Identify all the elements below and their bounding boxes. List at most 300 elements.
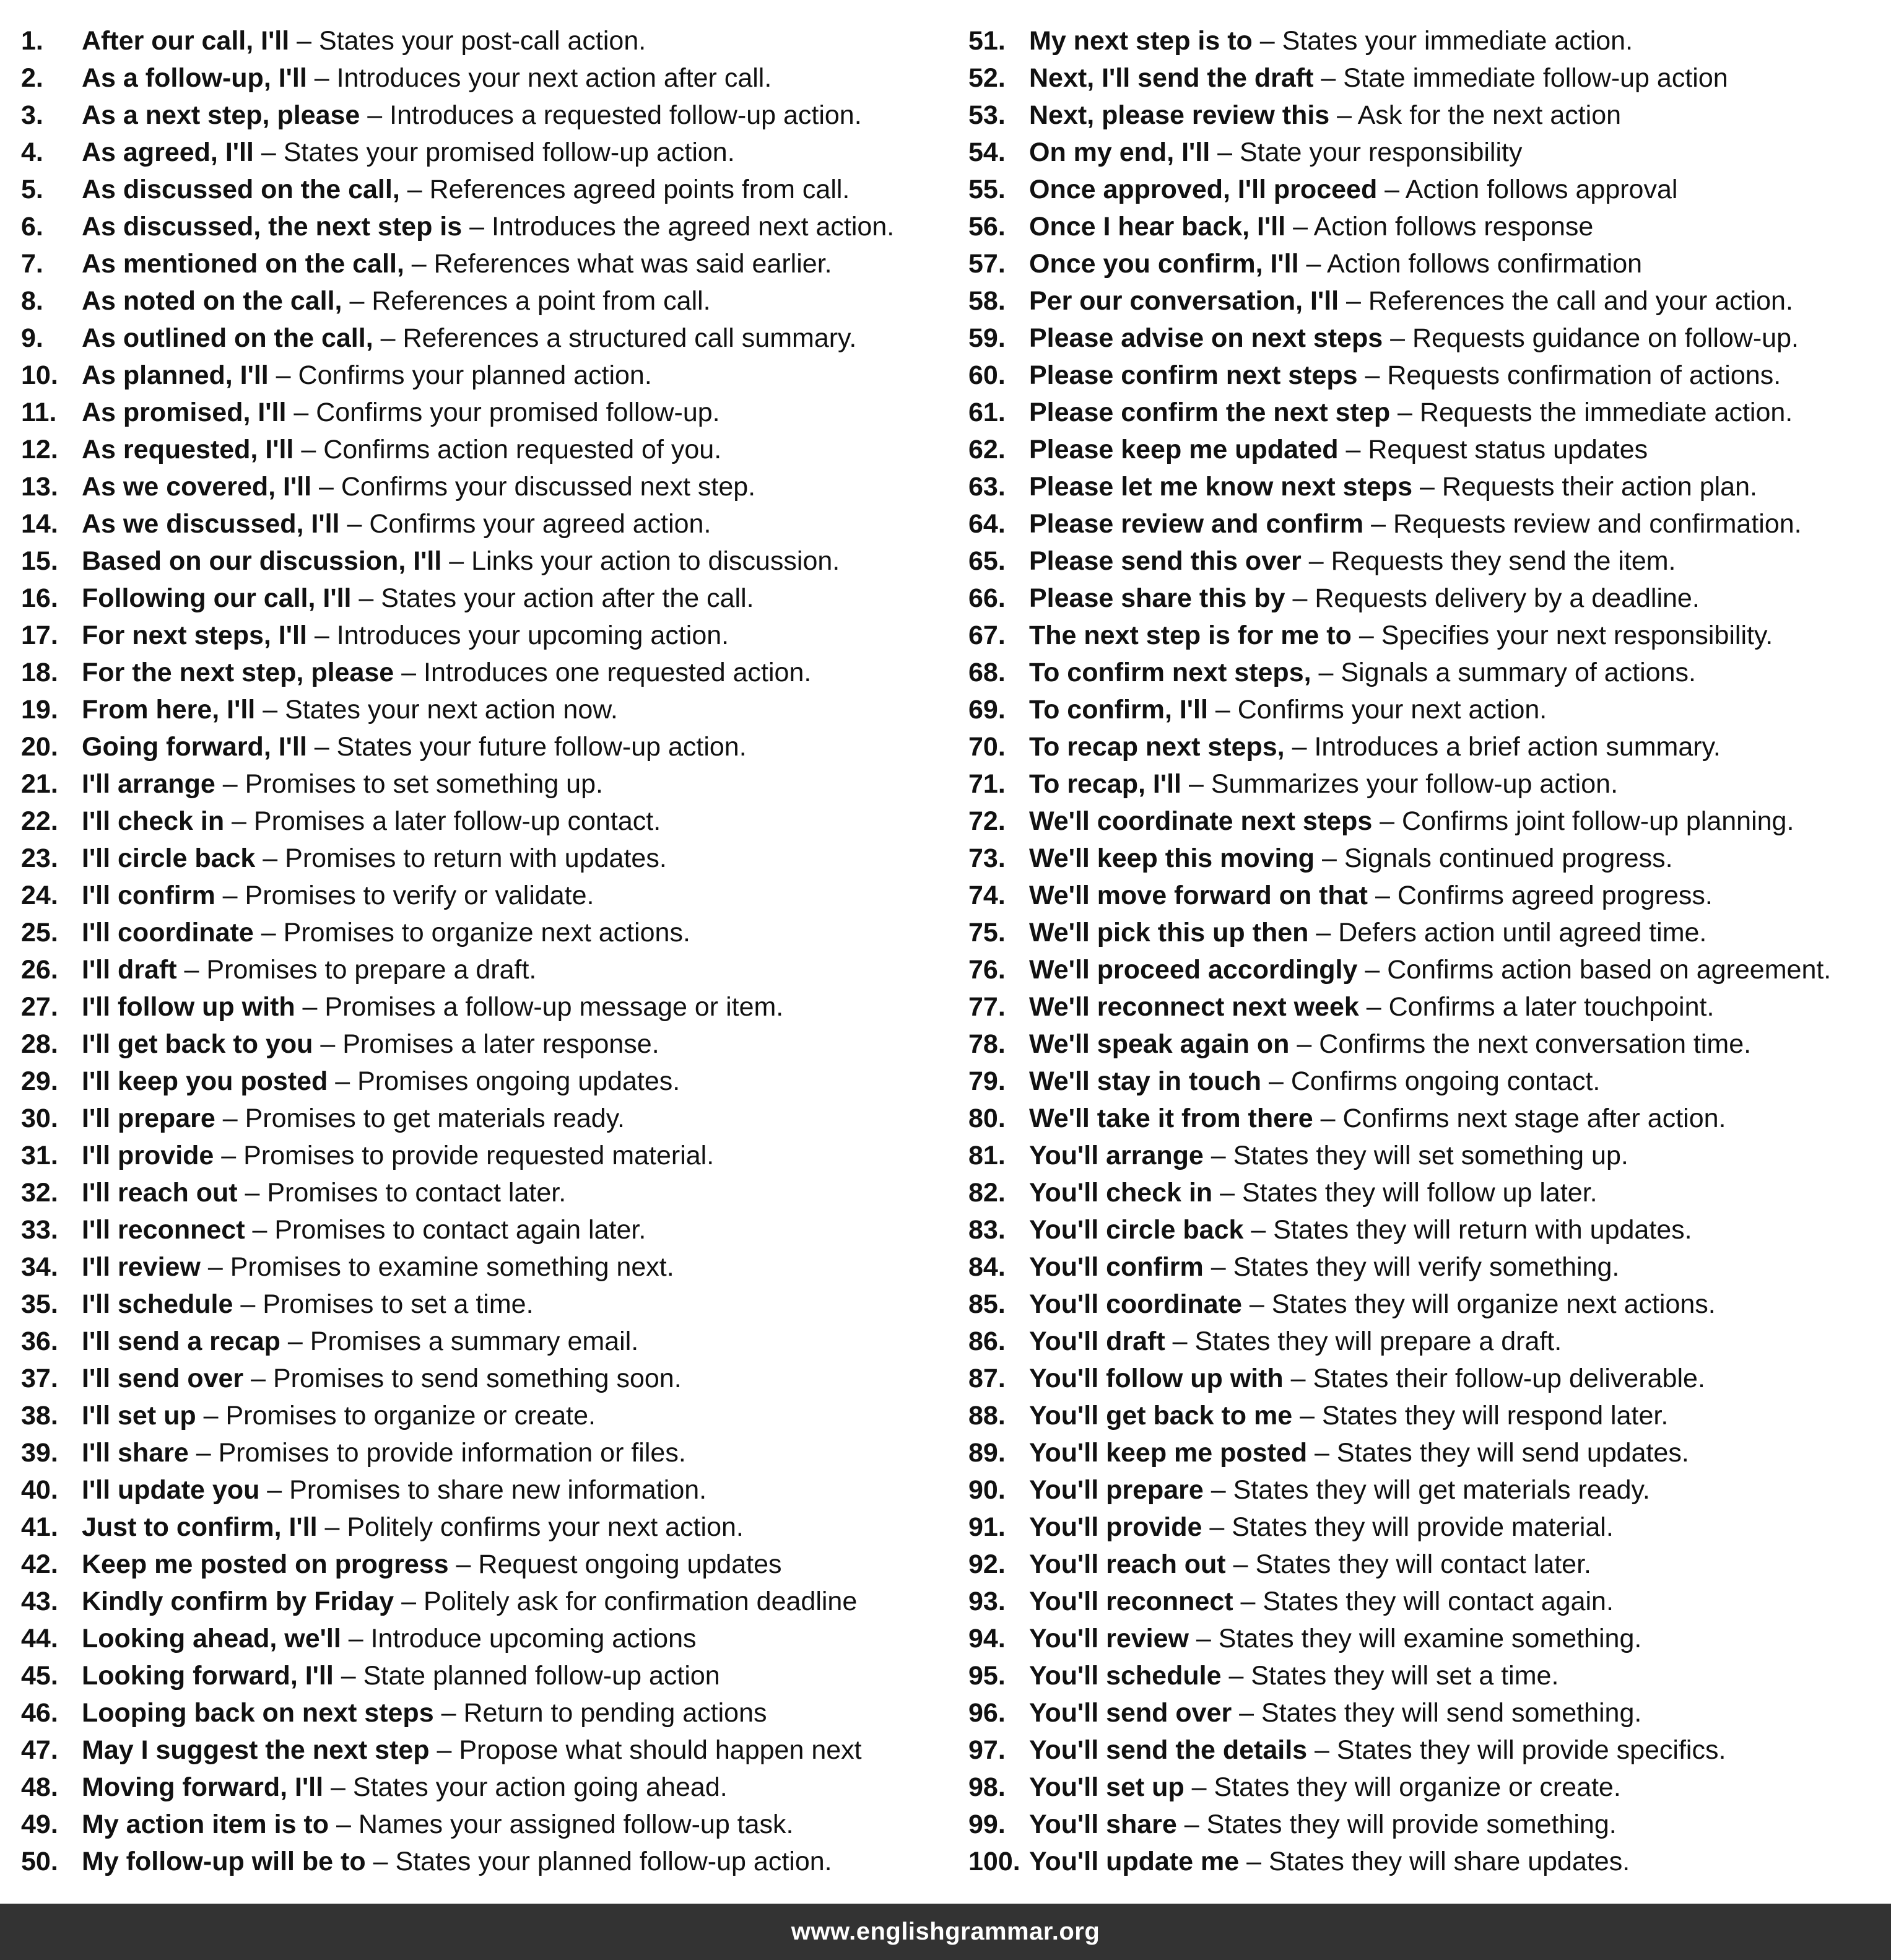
item-description: Promises a summary email. (310, 1326, 639, 1356)
item-number: 81. (968, 1141, 1006, 1170)
item-phrase: I'll check in (82, 806, 225, 836)
item-phrase: Keep me posted on progress (82, 1549, 449, 1579)
item-number: 62. (968, 435, 1006, 464)
item-separator: – (1207, 695, 1238, 725)
item-number: 59. (968, 323, 1006, 353)
item-description: Requests confirmation of actions. (1387, 360, 1781, 390)
item-separator: – (224, 806, 254, 836)
item-separator: – (360, 100, 390, 130)
item-description: Promises a later follow-up contact. (253, 806, 661, 836)
item-number: 39. (21, 1438, 58, 1468)
item-separator: – (1307, 1438, 1337, 1468)
item-description: References what was said earlier. (433, 249, 832, 279)
item-separator: – (259, 1475, 290, 1505)
item-phrase: Per our conversation, I'll (1029, 286, 1339, 316)
item-number: 7. (21, 249, 43, 279)
item-phrase: For the next step, please (82, 658, 394, 687)
list-item (21, 1137, 894, 1174)
item-phrase: As mentioned on the call, (82, 249, 404, 279)
list-item (968, 1026, 1831, 1063)
item-separator: – (253, 137, 284, 167)
list-item (21, 171, 894, 208)
list-item (968, 1397, 1831, 1434)
item-number: 15. (21, 546, 58, 576)
item-separator: – (1285, 212, 1314, 242)
item-description: Confirms next stage after action. (1342, 1104, 1726, 1133)
item-separator: – (1184, 1772, 1214, 1802)
item-phrase: As we covered, I'll (82, 472, 312, 502)
item-phrase: Moving forward, I'll (82, 1772, 324, 1802)
item-phrase: Looping back on next steps (82, 1698, 434, 1728)
list-item (21, 728, 894, 765)
item-phrase: Following our call, I'll (82, 583, 352, 613)
item-phrase: After our call, I'll (82, 26, 290, 56)
item-phrase: I'll get back to you (82, 1029, 313, 1059)
item-phrase: I'll provide (82, 1141, 214, 1170)
item-description: Signals continued progress. (1344, 843, 1673, 873)
item-separator: – (1285, 583, 1315, 613)
item-phrase: Once approved, I'll proceed (1029, 175, 1378, 204)
list-item (968, 1509, 1831, 1546)
footer-bar (0, 1904, 1891, 1960)
item-phrase: We'll keep this moving (1029, 843, 1315, 873)
item-separator: – (237, 1178, 267, 1208)
item-description: Promises to set a time. (263, 1289, 534, 1319)
item-description: States they will contact later. (1255, 1549, 1591, 1579)
item-description: Requests their action plan. (1441, 472, 1757, 502)
list-item (21, 580, 894, 617)
list-item (968, 617, 1831, 654)
item-number: 9. (21, 323, 43, 353)
list-item (21, 1323, 894, 1360)
item-number: 18. (21, 658, 58, 687)
item-description: Introduces one requested action. (424, 658, 812, 687)
item-description: States they will organize next actions. (1271, 1289, 1716, 1319)
item-separator: – (1210, 137, 1240, 167)
item-number: 79. (968, 1066, 1006, 1096)
item-phrase: Just to confirm, I'll (82, 1512, 318, 1542)
list-item (21, 1434, 894, 1471)
item-phrase: I'll share (82, 1438, 189, 1468)
item-description: States their follow-up deliverable. (1313, 1364, 1705, 1393)
list-item (968, 1434, 1831, 1471)
item-separator: – (1261, 1066, 1291, 1096)
item-separator: – (1377, 175, 1406, 204)
item-description: Action follows response (1313, 212, 1594, 242)
list-item (21, 951, 894, 988)
item-phrase: I'll review (82, 1252, 201, 1282)
item-description: Politely ask for confirmation deadline (423, 1587, 858, 1616)
item-number: 63. (968, 472, 1006, 502)
list-item (21, 22, 894, 59)
item-description: States they will share updates. (1268, 1847, 1630, 1876)
item-phrase: Please advise on next steps (1029, 323, 1383, 353)
item-separator: – (1311, 658, 1341, 687)
item-description: States they will organize or create. (1214, 1772, 1621, 1802)
item-description: Defers action until agreed time. (1338, 918, 1707, 947)
item-phrase: You'll provide (1029, 1512, 1202, 1542)
item-number: 87. (968, 1364, 1006, 1393)
item-separator: – (289, 26, 319, 56)
item-number: 11. (21, 398, 57, 427)
item-number: 22. (21, 806, 58, 836)
item-separator: – (1232, 1698, 1262, 1728)
item-separator: – (268, 360, 298, 390)
item-description: Promises to provide information or files. (218, 1438, 686, 1468)
item-number: 21. (21, 769, 58, 799)
item-description: Confirms your agreed action. (369, 509, 711, 539)
item-description: States they will prepare a draft. (1194, 1326, 1562, 1356)
item-separator: – (306, 732, 337, 762)
item-phrase: We'll pick this up then (1029, 918, 1309, 947)
item-separator: – (1289, 1029, 1319, 1059)
list-item (968, 245, 1831, 282)
item-description: States they will respond later. (1321, 1401, 1669, 1431)
item-description: States they will send updates. (1336, 1438, 1689, 1468)
item-separator: – (1368, 881, 1398, 910)
item-number: 70. (968, 732, 1006, 762)
item-separator: – (295, 992, 325, 1022)
item-description: Promises to contact later. (267, 1178, 567, 1208)
item-number: 20. (21, 732, 58, 762)
item-number: 85. (968, 1289, 1006, 1319)
item-number: 71. (968, 769, 1006, 799)
item-number: 37. (21, 1364, 58, 1393)
item-separator: – (1357, 955, 1388, 985)
item-number: 4. (21, 137, 43, 167)
item-description: Confirms your next action. (1237, 695, 1547, 725)
item-phrase: Please send this over (1029, 546, 1302, 576)
item-phrase: Please confirm the next step (1029, 398, 1391, 427)
item-number: 41. (21, 1512, 58, 1542)
list-item (21, 245, 894, 282)
item-separator: – (1338, 435, 1368, 464)
item-separator: – (1329, 100, 1358, 130)
item-separator: – (373, 323, 403, 353)
list-item (21, 1471, 894, 1509)
item-description: Promises a later response. (342, 1029, 659, 1059)
list-item (968, 1657, 1831, 1694)
list-item (968, 394, 1831, 431)
item-phrase: As requested, I'll (82, 435, 294, 464)
item-description: References a point from call. (372, 286, 711, 316)
item-phrase: As agreed, I'll (82, 137, 254, 167)
item-description: Confirms action requested of you. (323, 435, 722, 464)
item-description: States they will follow up later. (1241, 1178, 1598, 1208)
item-number: 1. (21, 26, 43, 56)
list-item (968, 1843, 1831, 1880)
item-description: Promises to organize or create. (225, 1401, 596, 1431)
item-phrase: From here, I'll (82, 695, 256, 725)
item-phrase: You'll follow up with (1029, 1364, 1284, 1393)
item-number: 69. (968, 695, 1006, 725)
item-description: State immediate follow-up action (1343, 63, 1728, 93)
item-number: 29. (21, 1066, 58, 1096)
item-separator: – (1233, 1587, 1263, 1616)
list-item (21, 1509, 894, 1546)
item-number: 80. (968, 1104, 1006, 1133)
list-item (968, 320, 1831, 357)
item-number: 68. (968, 658, 1006, 687)
item-phrase: Based on our discussion, I'll (82, 546, 442, 576)
item-phrase: You'll keep me posted (1029, 1438, 1308, 1468)
item-number: 61. (968, 398, 1006, 427)
item-separator: – (1239, 1847, 1269, 1876)
item-phrase: Once I hear back, I'll (1029, 212, 1286, 242)
item-separator: – (255, 843, 285, 873)
item-number: 78. (968, 1029, 1006, 1059)
item-phrase: Please review and confirm (1029, 509, 1364, 539)
item-phrase: I'll draft (82, 955, 177, 985)
item-description: States your next action now. (285, 695, 618, 725)
list-item (968, 134, 1831, 171)
item-phrase: You'll check in (1029, 1178, 1213, 1208)
item-separator: – (342, 286, 372, 316)
item-phrase: I'll reconnect (82, 1215, 245, 1245)
item-number: 72. (968, 806, 1006, 836)
item-phrase: You'll review (1029, 1624, 1189, 1653)
item-phrase: On my end, I'll (1029, 137, 1211, 167)
item-description: Promises to verify or validate. (245, 881, 594, 910)
item-number: 12. (21, 435, 58, 464)
list-item (21, 691, 894, 728)
item-description: Specifies your next responsibility. (1381, 621, 1773, 650)
item-description: States they will examine something. (1218, 1624, 1642, 1653)
item-number: 52. (968, 63, 1006, 93)
item-separator: – (214, 1141, 244, 1170)
item-phrase: You'll update me (1029, 1847, 1240, 1876)
left-column (21, 22, 894, 1880)
item-phrase: You'll set up (1029, 1772, 1185, 1802)
list-item (968, 1211, 1831, 1248)
item-separator: – (1301, 546, 1331, 576)
item-description: Promises to examine something next. (230, 1252, 674, 1282)
list-item (968, 1063, 1831, 1100)
item-separator: – (215, 881, 245, 910)
item-phrase: You'll get back to me (1029, 1401, 1293, 1431)
item-number: 38. (21, 1401, 58, 1431)
list-item (21, 1694, 894, 1731)
item-description: Promises to prepare a draft. (206, 955, 537, 985)
item-number: 3. (21, 100, 43, 130)
item-number: 44. (21, 1624, 58, 1653)
list-item (968, 1806, 1831, 1843)
item-separator: – (255, 695, 285, 725)
item-number: 42. (21, 1549, 58, 1579)
item-separator: – (253, 918, 284, 947)
item-phrase: We'll proceed accordingly (1029, 955, 1358, 985)
item-separator: – (1188, 1624, 1219, 1653)
list-item (968, 282, 1831, 320)
item-separator: – (328, 1066, 358, 1096)
item-description: Confirms your discussed next step. (341, 472, 756, 502)
item-number: 36. (21, 1326, 58, 1356)
item-separator: – (243, 1364, 273, 1393)
item-number: 25. (21, 918, 58, 947)
list-item (21, 59, 894, 97)
item-separator: – (215, 769, 245, 799)
item-phrase: I'll prepare (82, 1104, 215, 1133)
item-separator: – (1363, 509, 1393, 539)
item-number: 33. (21, 1215, 58, 1245)
item-number: 32. (21, 1178, 58, 1208)
item-separator: – (1212, 1178, 1242, 1208)
list-item (968, 765, 1831, 803)
list-item (968, 988, 1831, 1026)
list-item (21, 1026, 894, 1063)
item-separator: – (1307, 1735, 1337, 1765)
list-item (21, 1397, 894, 1434)
item-phrase: To recap, I'll (1029, 769, 1181, 799)
item-separator: – (286, 398, 316, 427)
item-separator: – (441, 546, 472, 576)
item-description: States they will send something. (1261, 1698, 1642, 1728)
item-phrase: My next step is to (1029, 26, 1253, 56)
item-separator: – (280, 1326, 310, 1356)
item-description: Names your assigned follow-up task. (358, 1810, 794, 1839)
item-description: States your promised follow-up action. (283, 137, 735, 167)
item-description: Requests the immediate action. (1419, 398, 1793, 427)
item-description: Introduce upcoming actions (370, 1624, 697, 1653)
item-separator: – (1357, 360, 1388, 390)
item-description: Confirms the next conversation time. (1319, 1029, 1752, 1059)
item-separator: – (1313, 1104, 1343, 1133)
list-item (968, 1248, 1831, 1286)
item-phrase: I'll reach out (82, 1178, 238, 1208)
item-number: 23. (21, 843, 58, 873)
item-separator: – (176, 955, 207, 985)
list-item (21, 877, 894, 914)
item-description: States they will provide something. (1206, 1810, 1617, 1839)
item-description: Requests guidance on follow-up. (1412, 323, 1799, 353)
item-phrase: Looking forward, I'll (82, 1661, 334, 1691)
item-phrase: You'll confirm (1029, 1252, 1204, 1282)
item-number: 47. (21, 1735, 58, 1765)
item-phrase: Once you confirm, I'll (1029, 249, 1299, 279)
item-phrase: As noted on the call, (82, 286, 342, 316)
list-item (21, 1100, 894, 1137)
item-description: States your future follow-up action. (336, 732, 747, 762)
list-item (21, 617, 894, 654)
item-number: 13. (21, 472, 58, 502)
item-phrase: We'll stay in touch (1029, 1066, 1261, 1096)
list-item (968, 1100, 1831, 1137)
item-number: 40. (21, 1475, 58, 1505)
item-phrase: I'll coordinate (82, 918, 254, 947)
item-phrase: My follow-up will be to (82, 1847, 366, 1876)
item-description: Introduces a requested follow-up action. (389, 100, 862, 130)
list-item (21, 1360, 894, 1397)
list-item (21, 505, 894, 542)
item-phrase: Next, I'll send the draft (1029, 63, 1314, 93)
item-separator: – (306, 621, 337, 650)
item-description: Introduces your next action after call. (336, 63, 772, 93)
item-phrase: I'll circle back (82, 843, 256, 873)
list-item (968, 208, 1831, 245)
item-phrase: Please let me know next steps (1029, 472, 1412, 502)
item-description: Confirms joint follow-up planning. (1402, 806, 1794, 836)
list-item (21, 1174, 894, 1211)
item-separator: – (293, 435, 324, 464)
item-phrase: We'll take it from there (1029, 1104, 1313, 1133)
list-item (968, 1694, 1831, 1731)
list-item (21, 282, 894, 320)
item-phrase: To recap next steps, (1029, 732, 1285, 762)
item-separator: – (1243, 1215, 1274, 1245)
list-item (968, 357, 1831, 394)
item-phrase: I'll set up (82, 1401, 196, 1431)
item-separator: – (1176, 1810, 1207, 1839)
list-item (21, 1211, 894, 1248)
list-item (968, 803, 1831, 840)
item-description: Propose what should happen next (459, 1735, 862, 1765)
item-number: 50. (21, 1847, 58, 1876)
item-number: 67. (968, 621, 1006, 650)
list-item (968, 1137, 1831, 1174)
item-description: Confirms agreed progress. (1397, 881, 1713, 910)
item-separator: – (1351, 621, 1381, 650)
list-item (968, 951, 1831, 988)
item-phrase: The next step is for me to (1029, 621, 1352, 650)
item-separator: – (1165, 1326, 1195, 1356)
item-separator: – (339, 509, 370, 539)
item-description: References the call and your action. (1368, 286, 1793, 316)
item-number: 54. (968, 137, 1006, 167)
item-description: Action follows approval (1405, 175, 1678, 204)
list-item (21, 1843, 894, 1880)
list-item (21, 1063, 894, 1100)
list-item (21, 765, 894, 803)
item-phrase: You'll arrange (1029, 1141, 1204, 1170)
list-item (21, 134, 894, 171)
list-item (21, 97, 894, 134)
item-separator: – (188, 1438, 219, 1468)
item-separator: – (1221, 1661, 1251, 1691)
item-description: Promises to share new information. (289, 1475, 707, 1505)
item-separator: – (365, 1847, 396, 1876)
item-number: 30. (21, 1104, 58, 1133)
item-separator: – (333, 1661, 363, 1691)
item-separator: – (311, 472, 341, 502)
list-item (21, 1657, 894, 1694)
item-number: 17. (21, 621, 58, 650)
item-phrase: As discussed on the call, (82, 175, 400, 204)
item-number: 95. (968, 1661, 1006, 1691)
item-number: 60. (968, 360, 1006, 390)
item-number: 76. (968, 955, 1006, 985)
item-description: Requests delivery by a deadline. (1315, 583, 1700, 613)
item-description: Introduces the agreed next action. (491, 212, 895, 242)
item-phrase: As we discussed, I'll (82, 509, 340, 539)
item-separator: – (404, 249, 434, 279)
list-item (968, 1323, 1831, 1360)
item-description: Return to pending actions (463, 1698, 767, 1728)
item-phrase: Please keep me updated (1029, 435, 1339, 464)
item-description: Introduces your upcoming action. (336, 621, 729, 650)
item-description: Promises to set something up. (245, 769, 603, 799)
item-description: Signals a summary of actions. (1341, 658, 1696, 687)
item-description: States they will verify something. (1233, 1252, 1620, 1282)
item-phrase: Kindly confirm by Friday (82, 1587, 394, 1616)
list-item (968, 877, 1831, 914)
item-phrase: Going forward, I'll (82, 732, 307, 762)
list-item (968, 22, 1831, 59)
item-description: States they will set a time. (1251, 1661, 1559, 1691)
item-description: References a structured call summary. (402, 323, 857, 353)
item-phrase: I'll update you (82, 1475, 260, 1505)
item-phrase: We'll speak again on (1029, 1029, 1290, 1059)
item-number: 58. (968, 286, 1006, 316)
